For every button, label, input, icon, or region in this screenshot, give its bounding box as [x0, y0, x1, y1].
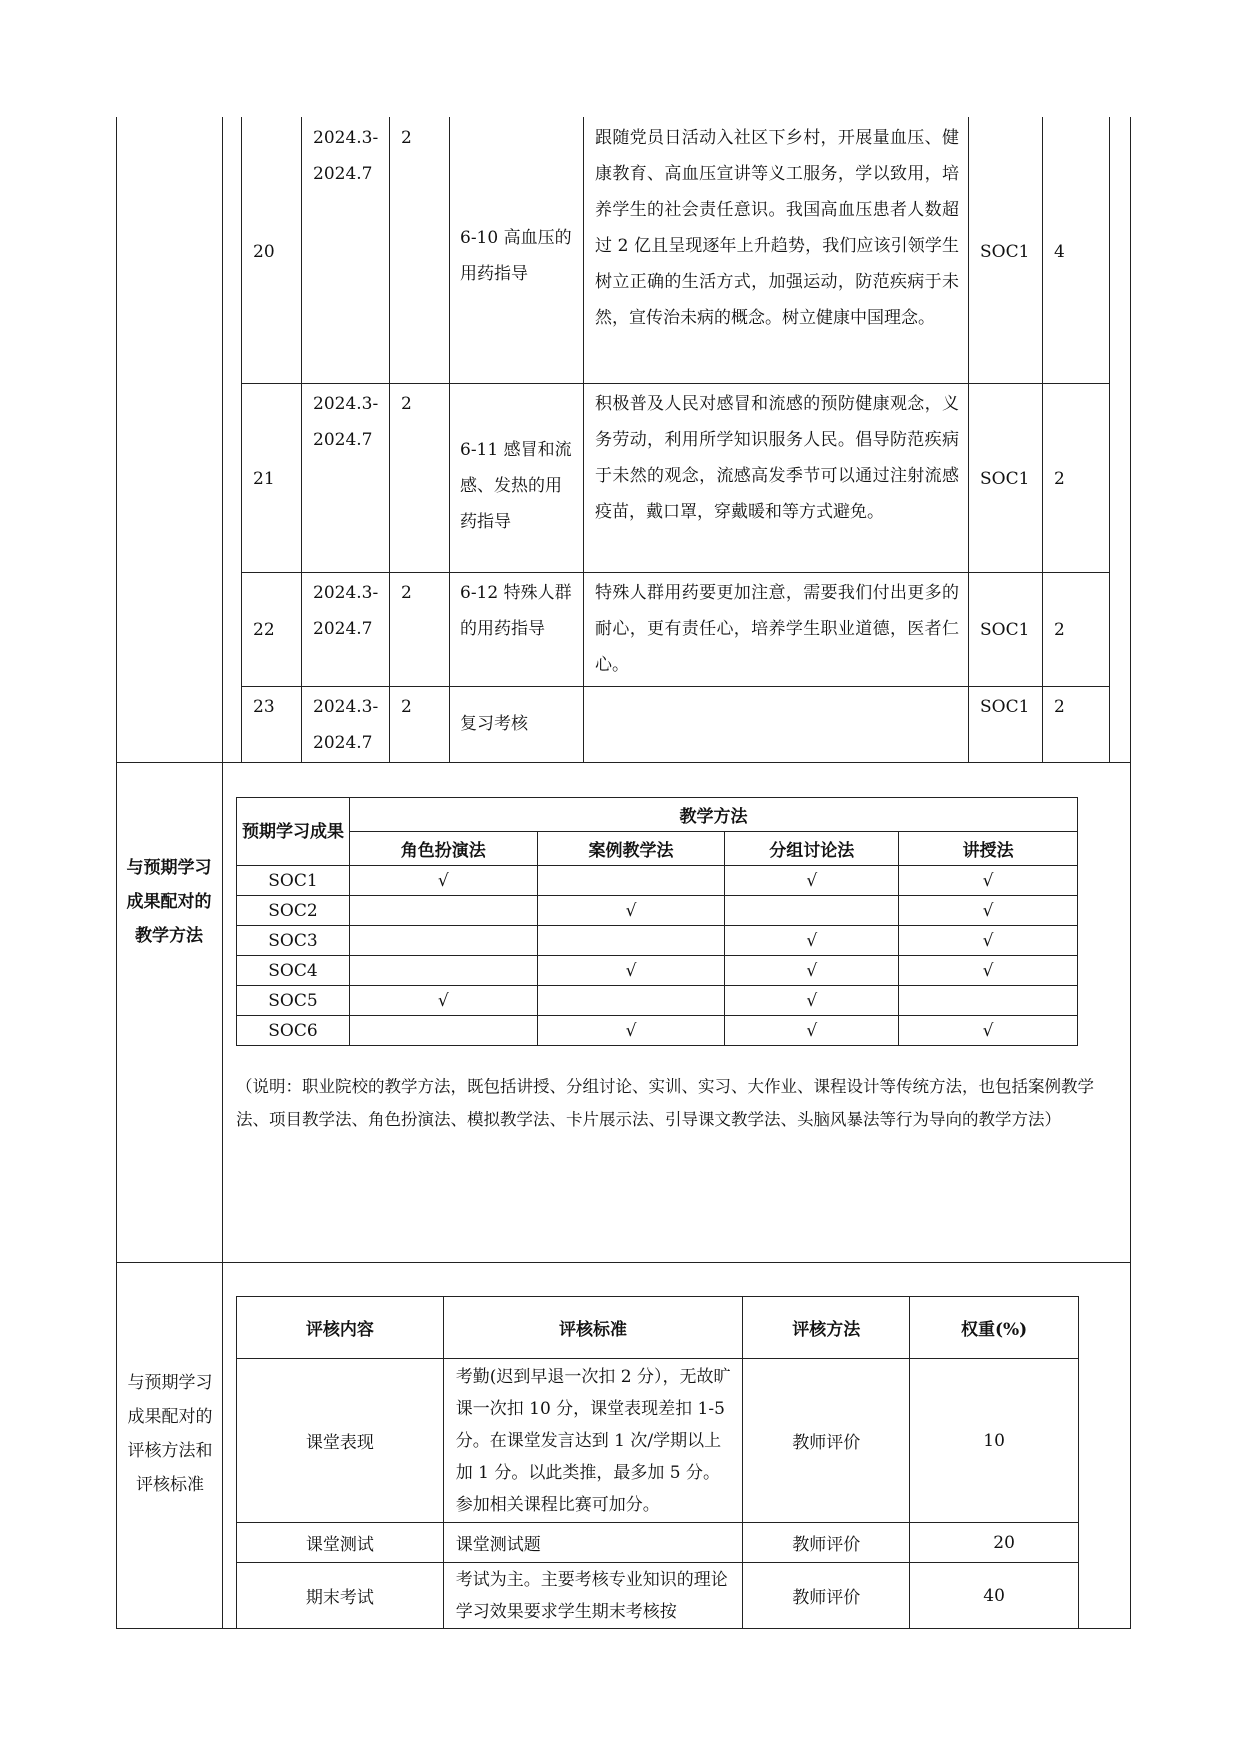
table-row [237, 896, 1078, 926]
count: 2 [1054, 697, 1065, 717]
content: 特殊人群用药要更加注意，需要我们付出更多的耐心，更有责任心，培养学生职业道德，医者仁心。 [595, 583, 959, 675]
empty-cell [349, 1016, 537, 1046]
assessment-method: 教师评价 [743, 1563, 910, 1629]
empty-cell [537, 986, 725, 1016]
check-mark: √ [725, 866, 899, 896]
outcome-code: SOC3 [237, 926, 350, 956]
check-mark: √ [537, 956, 725, 986]
method-header: 分组讨论法 [725, 832, 899, 866]
content: 跟随党员日活动入社区下乡村，开展量血压、健康教育、高血压宣讲等义工服务，学以致用，培养学生的社会责任意识。我国高血压患者人数超过 2 亿且呈现逐年上升趋势，我们应该引领学生树立正确的生活方式，加强运动，防范疾病于未然，宣传治未病的概念。树立健康中国理念。 [595, 128, 959, 328]
empty-cell [537, 926, 725, 956]
hours: 2 [401, 394, 412, 414]
check-mark: √ [899, 926, 1078, 956]
assessment-table [236, 1296, 1079, 1629]
check-mark: √ [349, 866, 537, 896]
row-number: 23 [253, 697, 275, 717]
outcome-code: SOC4 [237, 956, 350, 986]
teaching-methods-table [236, 797, 1078, 1046]
soc: SOC1 [980, 242, 1030, 262]
count: 2 [1054, 469, 1065, 489]
teaching-methods-section-label: 与预期学习成果配对的教学方法 [126, 858, 212, 946]
topic: 复习考核 [460, 714, 528, 734]
check-mark: √ [725, 1016, 899, 1046]
table-row [237, 1523, 1079, 1563]
outcome-code: SOC5 [237, 986, 350, 1016]
topic: 6-11 感冒和流感、发热的用药指导 [460, 440, 572, 532]
table-row [237, 1359, 1079, 1523]
count: 4 [1054, 242, 1065, 262]
assessment-standard: 考试为主。主要考核专业知识的理论学习效果要求学生期末考核按 [443, 1563, 743, 1629]
check-mark: √ [899, 866, 1078, 896]
soc: SOC1 [980, 697, 1030, 717]
check-mark: √ [349, 986, 537, 1016]
check-mark: √ [537, 1016, 725, 1046]
date-end: 2024.7 [313, 619, 373, 639]
check-mark: √ [899, 956, 1078, 986]
topic: 6-10 高血压的用药指导 [460, 228, 572, 284]
row-number: 20 [253, 242, 275, 262]
assessment-header: 评核内容 [237, 1297, 444, 1359]
hours: 2 [401, 128, 412, 148]
date-end: 2024.7 [313, 733, 373, 753]
check-mark: √ [725, 956, 899, 986]
topic: 6-12 特殊人群的用药指导 [460, 583, 572, 639]
method-header: 讲授法 [899, 832, 1078, 866]
table-row [237, 866, 1078, 896]
assessment-item: 期末考试 [237, 1563, 444, 1629]
assessment-section-label: 与预期学习成果配对的评核方法和评核标准 [127, 1373, 213, 1495]
table-row [237, 956, 1078, 986]
check-mark: √ [725, 986, 899, 1016]
date-start: 2024.3- [313, 697, 379, 717]
row-number: 21 [253, 469, 275, 489]
assessment-weight: 20 [910, 1523, 1079, 1563]
assessment-weight: 40 [910, 1563, 1079, 1629]
date-start: 2024.3- [313, 583, 379, 603]
table-row [237, 1016, 1078, 1046]
hours: 2 [401, 583, 412, 603]
assessment-header: 权重(%) [910, 1297, 1079, 1359]
assessment-header: 评核方法 [743, 1297, 910, 1359]
outcome-code: SOC1 [237, 866, 350, 896]
date-start: 2024.3- [313, 128, 379, 148]
assessment-method: 教师评价 [743, 1523, 910, 1563]
date-end: 2024.7 [313, 430, 373, 450]
header-methods: 教学方法 [349, 798, 1077, 832]
check-mark: √ [537, 896, 725, 926]
assessment-header: 评核标准 [443, 1297, 743, 1359]
teaching-methods-note: （说明：职业院校的教学方法，既包括讲授、分组讨论、实训、实习、大作业、课程设计等传统方法，也包括案例教学法、项目教学法、角色扮演法、模拟教学法、卡片展示法、引导课文教学法、头脑风暴法等行为导向的教学方法） [236, 1077, 1094, 1129]
check-mark: √ [725, 926, 899, 956]
method-header: 角色扮演法 [349, 832, 537, 866]
assessment-method: 教师评价 [743, 1359, 910, 1523]
assessment-item: 课堂测试 [237, 1523, 444, 1563]
check-mark: √ [899, 1016, 1078, 1046]
header-outcome: 预期学习成果 [237, 798, 350, 866]
table-row [237, 926, 1078, 956]
empty-cell [725, 896, 899, 926]
table-row [237, 986, 1078, 1016]
empty-cell [349, 926, 537, 956]
empty-cell [537, 866, 725, 896]
empty-cell [349, 956, 537, 986]
assessment-standard: 课堂测试题 [443, 1523, 743, 1563]
table-row [237, 1563, 1079, 1629]
date-start: 2024.3- [313, 394, 379, 414]
method-header: 案例教学法 [537, 832, 725, 866]
assessment-item: 课堂表现 [237, 1359, 444, 1523]
soc: SOC1 [980, 620, 1030, 640]
row-number: 22 [253, 620, 275, 640]
check-mark: √ [899, 896, 1078, 926]
date-end: 2024.7 [313, 164, 373, 184]
empty-cell [899, 986, 1078, 1016]
assessment-standard: 考勤(迟到早退一次扣 2 分），无故旷课一次扣 10 分，课堂表现差扣 1-5 分。在课堂发言达到 1 次/学期以上加 1 分。以此类推，最多加 5 分。参加相关课程比赛可加分。 [443, 1359, 743, 1523]
soc: SOC1 [980, 469, 1030, 489]
content: 积极普及人民对感冒和流感的预防健康观念，义务劳动，利用所学知识服务人民。倡导防范疾病于未然的观念，流感高发季节可以通过注射流感疫苗，戴口罩，穿戴暖和等方式避免。 [595, 394, 959, 522]
outcome-code: SOC6 [237, 1016, 350, 1046]
count: 2 [1054, 620, 1065, 640]
hours: 2 [401, 697, 412, 717]
empty-cell [349, 896, 537, 926]
outcome-code: SOC2 [237, 896, 350, 926]
assessment-weight: 10 [910, 1359, 1079, 1523]
